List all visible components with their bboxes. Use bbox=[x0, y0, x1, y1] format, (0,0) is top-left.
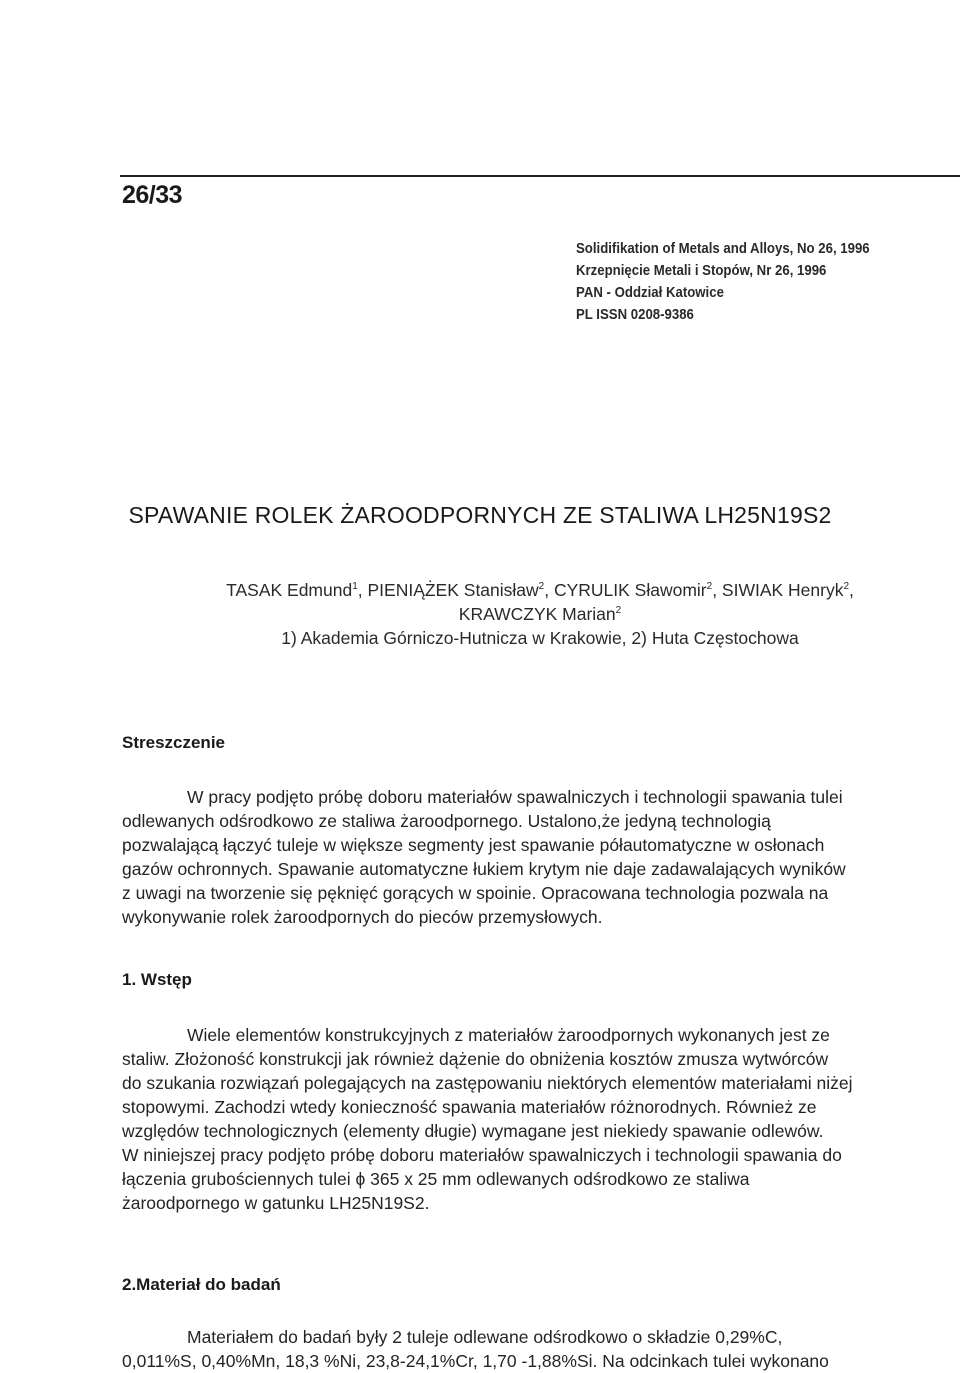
author-line bbox=[120, 602, 960, 626]
text-line: stopowymi. Zachodzi wtedy konieczność spawania materiałów różnorodnych. Również ze bbox=[122, 1097, 817, 1117]
material-text bbox=[122, 1325, 948, 1373]
affiliation-mark: 1 bbox=[352, 581, 358, 593]
text-line: W pracy podjęto próbę doboru materiałów spawalniczych i technologii spawania tulei bbox=[187, 787, 843, 807]
affiliation-mark: 2 bbox=[538, 581, 545, 593]
author-name: TASAK Edmund bbox=[226, 580, 353, 600]
text-line: do szukania rozwiązań polegających na zastępowaniu niektórych elementów materiałami niżej bbox=[122, 1073, 853, 1093]
intro-text bbox=[122, 1023, 948, 1215]
top-rule bbox=[120, 175, 960, 177]
intro-heading: 1. Wstęp bbox=[122, 970, 192, 989]
text-line: Materiałem do badań były 2 tuleje odlewane odśrodkowo o składzie 0,29%C, bbox=[187, 1327, 783, 1347]
affiliation-mark: 2 bbox=[615, 605, 622, 617]
text-line: względów technologicznych (elementy długie) wymagane jest niekiedy spawanie odlewów. bbox=[122, 1121, 824, 1141]
journal-line: Solidifikation of Metals and Alloys, No 26, 1996 bbox=[576, 240, 870, 257]
text-line: odlewanych odśrodkowo ze staliwa żaroodpornego. Ustalono,że jedyną technologią bbox=[122, 811, 771, 831]
abstract-heading: Streszczenie bbox=[122, 733, 225, 752]
text-line: żaroodpornego w gatunku LH25N19S2. bbox=[122, 1193, 430, 1213]
journal-line: PL ISSN 0208-9386 bbox=[576, 306, 694, 323]
journal-header bbox=[576, 238, 910, 326]
text-line: 0,011%S, 0,40%Mn, 18,3 %Ni, 23,8-24,1%Cr, 1,70 -1,88%Si. Na odcinkach tulei wykonano bbox=[122, 1351, 829, 1371]
text-line: wykonywanie rolek żaroodpornych do pieców przemysłowych. bbox=[122, 907, 603, 927]
author-name: , SIWIAK Henryk bbox=[712, 580, 844, 600]
author-name: , PIENIĄŻEK Stanisław bbox=[357, 580, 539, 600]
author-name: , CYRULIK Sławomir bbox=[544, 580, 707, 600]
author-separator: , bbox=[849, 580, 854, 600]
author-block bbox=[120, 578, 960, 650]
text-line: staliw. Złożoność konstrukcji jak również dążenie do obniżenia kosztów zmusza wytwórców bbox=[122, 1049, 829, 1069]
author-name: KRAWCZYK Marian bbox=[458, 604, 616, 624]
affiliation-mark: 2 bbox=[843, 581, 850, 593]
affiliations: 1) Akademia Górniczo-Hutnicza w Krakowie, 2) Huta Częstochowa bbox=[281, 628, 799, 648]
text-line: łączenia grubościennych tulei ϕ 365 x 25 mm odlewanych odśrodkowo ze staliwa bbox=[122, 1169, 750, 1189]
author-line bbox=[120, 578, 960, 602]
text-line: z uwagi na tworzenie się pęknięć gorących w spoinie. Opracowana technologia pozwala na bbox=[122, 883, 829, 903]
material-heading: 2.Materiał do badań bbox=[122, 1275, 281, 1294]
affiliation-mark: 2 bbox=[706, 581, 713, 593]
abstract-text bbox=[122, 785, 948, 929]
text-line: Wiele elementów konstrukcyjnych z materiałów żaroodpornych wykonanych jest ze bbox=[187, 1025, 830, 1045]
text-line: pozwalającą łączyć tuleje w większe segmenty jest spawanie półautomatyczne w osłonach bbox=[122, 835, 825, 855]
paper-title: SPAWANIE ROLEK ŻAROODPORNYCH ZE STALIWA LH25N19S2 bbox=[128, 502, 832, 528]
text-line: W niniejszej pracy podjęto próbę doboru materiałów spawalniczych i technologii spawania do bbox=[122, 1145, 842, 1165]
text-line: gazów ochronnych. Spawanie automatyczne łukiem krytym nie daje zadawalających wyników bbox=[122, 859, 846, 879]
page-number: 26/33 bbox=[122, 181, 183, 209]
journal-line: Krzepnięcie Metali i Stopów, Nr 26, 1996 bbox=[576, 262, 827, 279]
journal-line: PAN - Oddział Katowice bbox=[576, 284, 724, 301]
